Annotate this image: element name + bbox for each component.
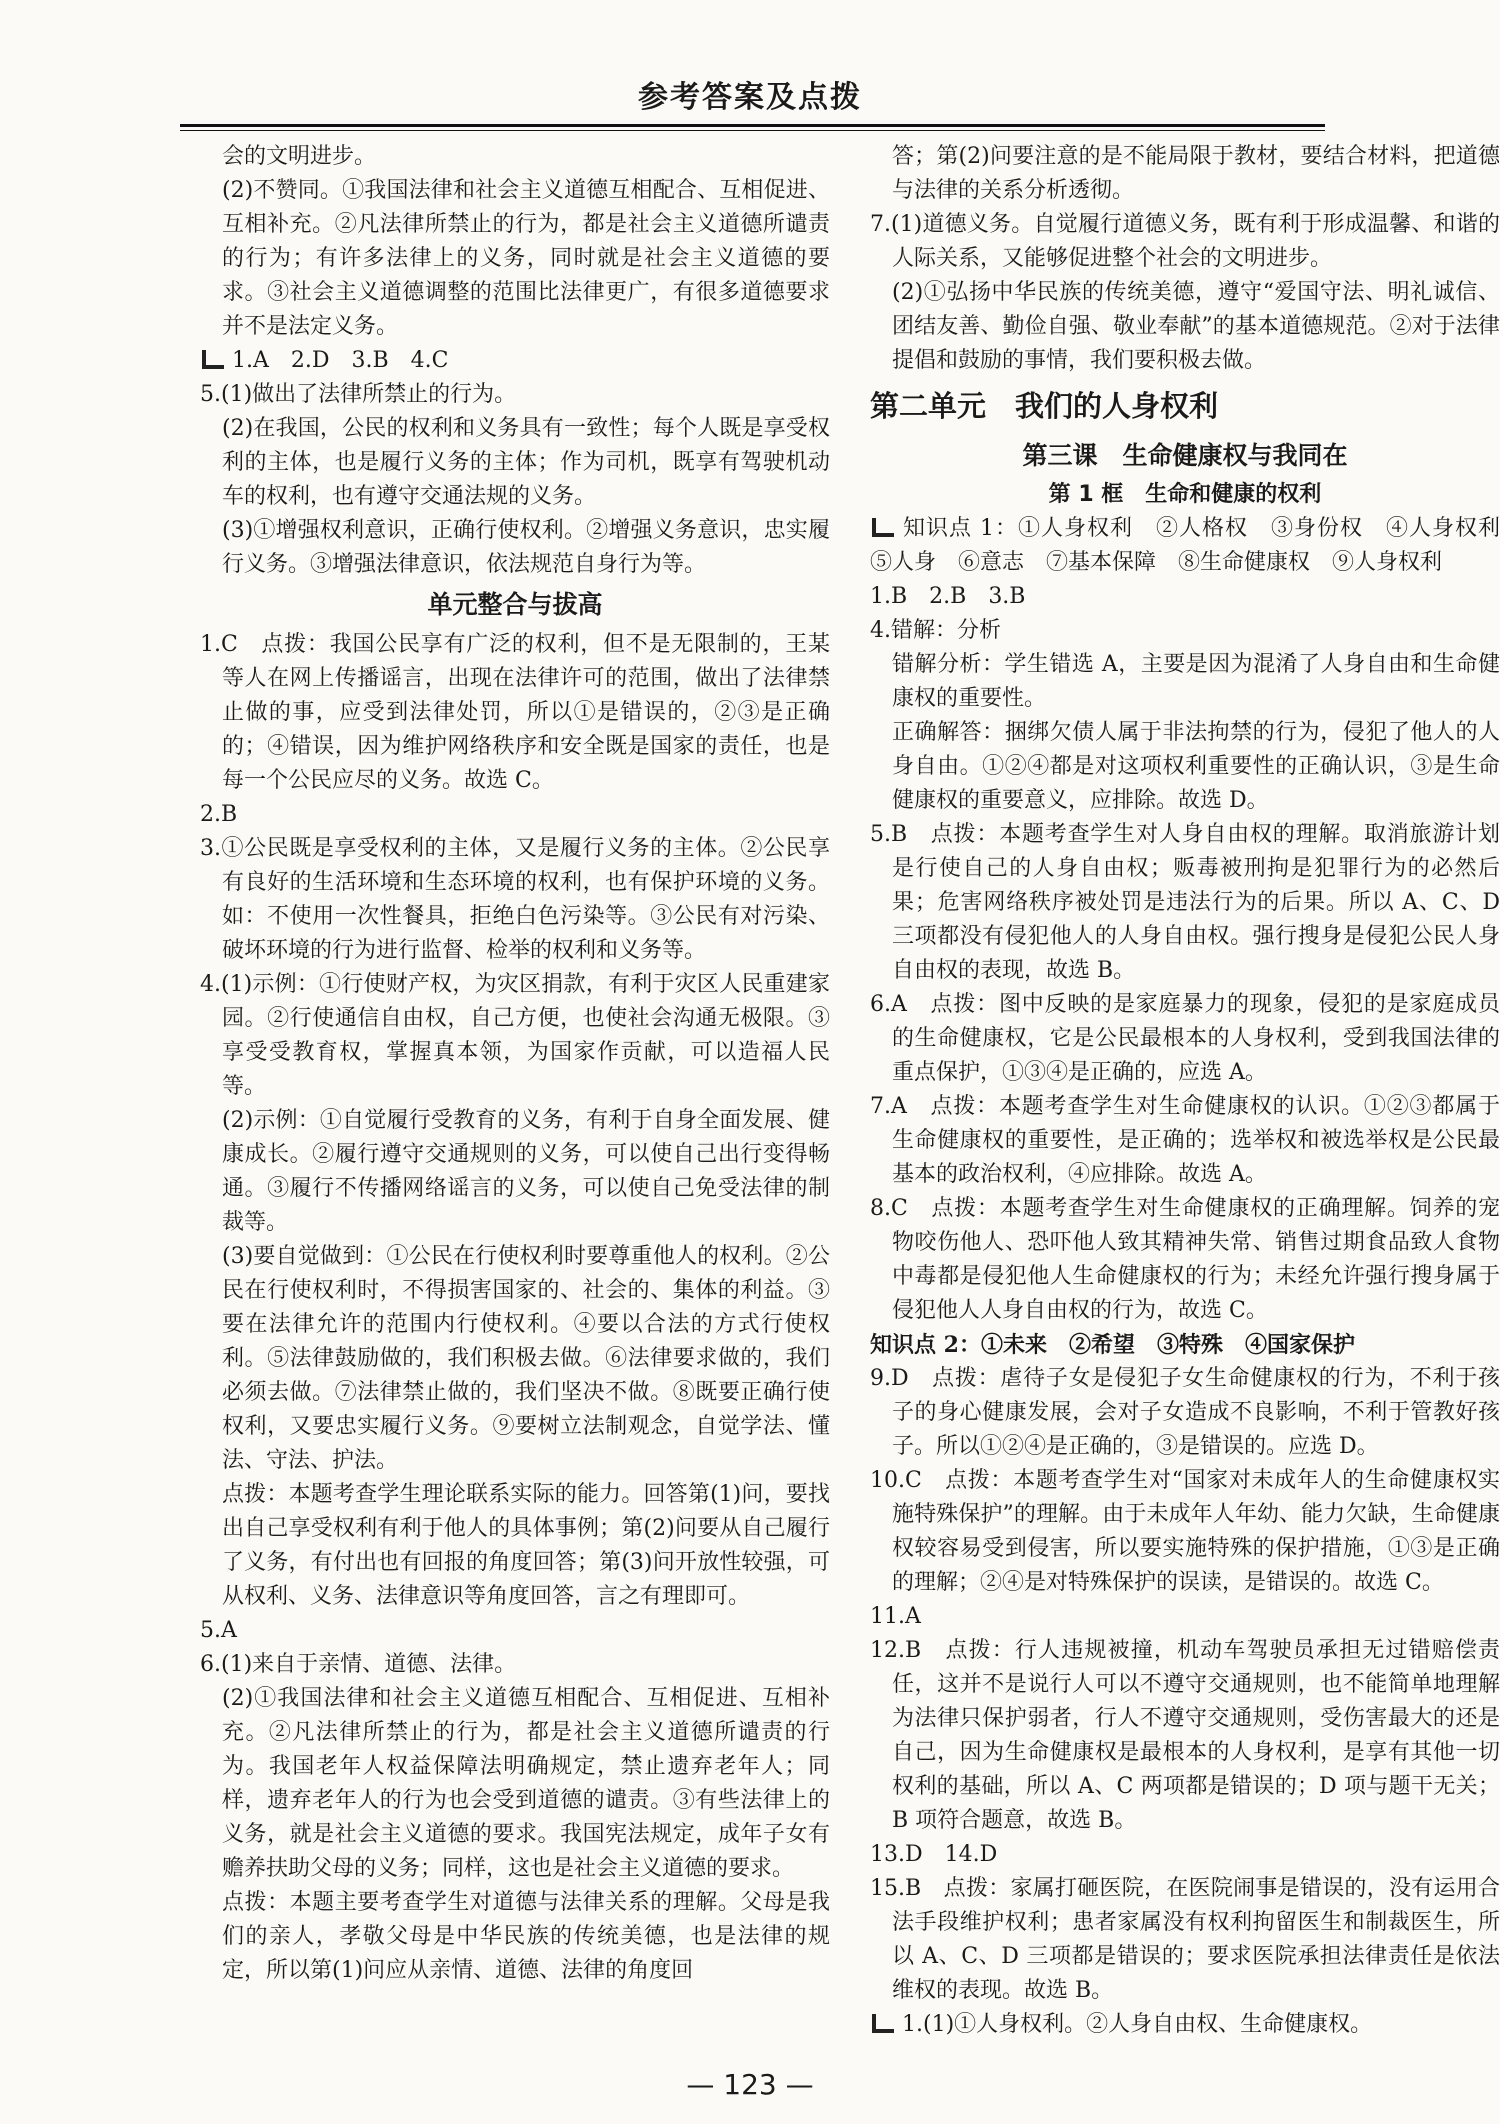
paragraph-text: 1.C 点拨：我国公民享有广泛的权利，但不是无限制的，王某等人在网上传播谣言，出现在法律许可的范围，做出了法律禁止做的事，应受到法律处罚，所以①是错误的，②③是正确的；④错误，因为维护网络秩序和安全既是国家的责任，也是每一个公民应尽的义务。故选 C。 xyxy=(200,632,830,793)
paragraph-text: 7.(1)道德义务。自觉履行道德义务，既有利于形成温馨、和谐的人际关系，又能够促进整个社会的文明进步。 xyxy=(870,212,1500,271)
page-header-title: 参考答案及点拨 xyxy=(638,80,862,115)
answer-paragraph xyxy=(870,988,1500,1090)
page-number: — 123 — xyxy=(686,2068,814,2101)
paragraph-text: 10.C 点拨：本题考查学生对“国家对未成年人的生命健康权实施特殊保护”的理解。由于未成年人年幼、能力欠缺，生命健康权较容易受到侵害，所以要实施特殊的保护措施，①③是正确的理解；②④是对特殊保护的误读，是错误的。故选 C。 xyxy=(870,1468,1500,1595)
paragraph-text: 第 1 框 生命和健康的权利 xyxy=(1048,482,1322,507)
answer-paragraph xyxy=(870,1838,1500,1872)
paragraph-text: 正确解答：捆绑欠债人属于非法拘禁的行为，侵犯了他人的人身自由。①②④都是对这项权利重要性的正确认识，③是生命健康权的重要意义，应排除。故选 D。 xyxy=(892,720,1500,813)
answer-paragraph xyxy=(870,716,1500,818)
answer-paragraph xyxy=(200,798,830,832)
answer-paragraph xyxy=(200,140,830,174)
answer-paragraph xyxy=(200,1478,830,1614)
answer-paragraph xyxy=(870,208,1500,276)
paragraph-text: 知识点 1：①人身权利 ②人格权 ③身份权 ④人身权利 ⑤人身 ⑥意志 ⑦基本保障 ⑧生命健康权 ⑨人身权利 xyxy=(870,516,1500,575)
answer-paragraph xyxy=(870,1328,1500,1362)
paragraph-text: 1.A 2.D 3.B 4.C xyxy=(232,348,449,373)
paragraph-text: 错解分析：学生错选 A，主要是因为混淆了人身自由和生命健康权的重要性。 xyxy=(892,652,1500,711)
answer-paragraph xyxy=(870,512,1500,580)
paragraph-text: 5.B 点拨：本题考查学生对人身自由权的理解。取消旅游计划是行使自己的人身自由权；贩毒被刑拘是犯罪行为的必然后果；危害网络秩序被处罚是违法行为的后果。所以 A、C、D 三项都没有侵犯他人的人身自由权。强行搜身是侵犯公民人身自由权的表现，故选 B。 xyxy=(870,822,1500,983)
exercise-marker-icon xyxy=(870,516,896,538)
left-column xyxy=(200,140,830,1988)
paragraph-text: 5.(1)做出了法律所禁止的行为。 xyxy=(200,382,517,407)
header-rule xyxy=(180,124,1325,127)
answer-paragraph xyxy=(200,378,830,412)
answer-paragraph xyxy=(200,1240,830,1478)
answer-paragraph xyxy=(870,276,1500,378)
answer-paragraph xyxy=(870,1600,1500,1634)
answer-paragraph xyxy=(870,140,1500,208)
answer-paragraph xyxy=(200,514,830,582)
paragraph-text: 会的文明进步。 xyxy=(222,144,377,169)
paragraph-text: 第二单元 我们的人身权利 xyxy=(870,389,1219,423)
paragraph-text: 8.C 点拨：本题考查学生对生命健康权的正确理解。饲养的宠物咬伤他人、恐吓他人致其精神失常、销售过期食品致人食物中毒都是侵犯他人生命健康权的行为；未经允许强行搜身属于侵犯他人人身自由权的行为，故选 C。 xyxy=(870,1196,1500,1323)
paragraph-text: 7.A 点拨：本题考查学生对生命健康权的认识。①②③都属于生命健康权的重要性，是正确的；选举权和被选举权是公民最基本的政治权利，④应排除。故选 A。 xyxy=(870,1094,1500,1187)
answer-paragraph xyxy=(200,1648,830,1682)
paragraph-text: 1.B 2.B 3.B xyxy=(870,584,1026,609)
paragraph-text: 2.B xyxy=(200,802,238,827)
paragraph-text: 点拨：本题主要考查学生对道德与法律关系的理解。父母是我们的亲人，孝敬父母是中华民族的传统美德，也是法律的规定，所以第(1)问应从亲情、道德、法律的角度回 xyxy=(222,1890,830,1983)
paragraph-text: 3.①公民既是享受权利的主体，又是履行义务的主体。②公民享有良好的生活环境和生态环境的权利，也有保护环境的义务。如：不使用一次性餐具，拒绝白色污染等。③公民有对污染、破坏环境的行为进行监督、检举的权利和义务等。 xyxy=(200,836,830,963)
answer-paragraph xyxy=(870,1362,1500,1464)
paragraph-text: 9.D 点拨：虐待子女是侵犯子女生命健康权的行为，不利于孩子的身心健康发展，会对子女造成不良影响，不利于管教好孩子。所以①②④是正确的，③是错误的。应选 D。 xyxy=(870,1366,1500,1459)
paragraph-text: 1.(1)①人身权利。②人身自由权、生命健康权。 xyxy=(902,2012,1373,2037)
answer-paragraph xyxy=(870,580,1500,614)
paragraph-text: (3)①增强权利意识，正确行使权利。②增强义务意识，忠实履行义务。③增强法律意识，依法规范自身行为等。 xyxy=(222,518,830,577)
answer-paragraph xyxy=(200,968,830,1104)
answer-paragraph xyxy=(870,614,1500,648)
exercise-marker-icon xyxy=(200,348,226,370)
paragraph-text: 第三课 生命健康权与我同在 xyxy=(1022,441,1348,470)
header-rule-thin xyxy=(180,130,1325,131)
paragraph-text: (2)在我国，公民的权利和义务具有一致性；每个人既是享受权利的主体，也是履行义务的主体；作为司机，既享有驾驶机动车的权利，也有遵守交通法规的义务。 xyxy=(222,416,830,509)
answer-paragraph xyxy=(200,412,830,514)
answer-paragraph xyxy=(200,344,830,378)
answer-paragraph xyxy=(200,1104,830,1240)
paragraph-text: (2)示例：①自觉履行受教育的义务，有利于自身全面发展、健康成长。②履行遵守交通规则的义务，可以使自己出行变得畅通。③履行不传播网络谣言的义务，可以使自己免受法律的制裁等。 xyxy=(222,1108,830,1235)
section-heading xyxy=(870,378,1500,434)
answer-paragraph xyxy=(200,832,830,968)
paragraph-text: 答；第(2)问要注意的是不能局限于教材，要结合材料，把道德与法律的关系分析透彻。 xyxy=(892,144,1500,203)
paragraph-text: (2)①我国法律和社会主义道德互相配合、互相促进、互相补充。②凡法律所禁止的行为，都是社会主义道德所谴责的行为。我国老年人权益保障法明确规定，禁止遗弃老年人；同样，遗弃老年人的行为也会受到道德的谴责。③有些法律上的义务，就是社会主义道德的要求。我国宪法规定，成年子女有赡养扶助父母的义务；同样，这也是社会主义道德的要求。 xyxy=(222,1686,830,1881)
paragraph-text: 12.B 点拨：行人违规被撞，机动车驾驶员承担无过错赔偿责任，这并不是说行人可以不遵守交通规则，也不能简单地理解为法律只保护弱者，行人不遵守交通规则，受伤害最大的还是自己，因为生命健康权是最根本的人身权利，是享有其他一切权利的基础，所以 A、C 两项都是错误的；D 项与题干无关；B 项符合题意，故选 B。 xyxy=(870,1638,1500,1833)
paragraph-text: 5.A xyxy=(200,1618,237,1643)
paragraph-text: 6.A 点拨：图中反映的是家庭暴力的现象，侵犯的是家庭成员的生命健康权，它是公民最根本的人身权利，受到我国法律的重点保护，①③④是正确的，应选 A。 xyxy=(870,992,1500,1085)
right-column xyxy=(870,140,1500,2042)
paragraph-text: 点拨：本题考查学生理论联系实际的能力。回答第(1)问，要找出自己享受权利有利于他人的具体事例；第(2)问要从自己履行了义务，有付出也有回报的角度回答；第(3)问开放性较强，可从权利、义务、法律意识等角度回答，言之有理即可。 xyxy=(222,1482,830,1609)
answer-paragraph xyxy=(870,1192,1500,1328)
section-heading xyxy=(200,582,830,628)
answer-paragraph xyxy=(870,1872,1500,2008)
paragraph-text: (3)要自觉做到：①公民在行使权利时要尊重他人的权利。②公民在行使权利时，不得损害国家的、社会的、集体的利益。③要在法律允许的范围内行使权利。④要以合法的方式行使权利。⑤法律鼓励做的，我们积极去做。⑥法律要求做的，我们必须去做。⑦法律禁止做的，我们坚决不做。⑧既要正确行使权利，又要忠实履行义务。⑨要树立法制观念，自觉学法、懂法、守法、护法。 xyxy=(222,1244,830,1473)
answer-paragraph xyxy=(870,1634,1500,1838)
paragraph-text: 单元整合与拔高 xyxy=(427,590,603,619)
answer-paragraph xyxy=(870,818,1500,988)
section-heading xyxy=(870,434,1500,478)
exercise-marker-icon xyxy=(870,2012,896,2034)
paragraph-text: 4.(1)示例：①行使财产权，为灾区捐款，有利于灾区人民重建家园。②行使通信自由权，自己方便，也使社会沟通无极限。③享受受教育权，掌握真本领，为国家作贡献，可以造福人民等。 xyxy=(200,972,830,1099)
answer-paragraph xyxy=(200,1682,830,1886)
answer-paragraph xyxy=(870,648,1500,716)
answer-paragraph xyxy=(870,1464,1500,1600)
answer-paragraph xyxy=(870,1090,1500,1192)
section-heading xyxy=(870,478,1500,512)
answer-paragraph xyxy=(870,2008,1500,2042)
paragraph-text: (2)①弘扬中华民族的传统美德，遵守“爱国守法、明礼诚信、团结友善、勤俭自强、敬业奉献”的基本道德规范。②对于法律提倡和鼓励的事情，我们要积极去做。 xyxy=(892,280,1500,373)
paragraph-text: 知识点 2：①未来 ②希望 ③特殊 ④国家保护 xyxy=(870,1332,1355,1358)
paragraph-text: (2)不赞同。①我国法律和社会主义道德互相配合、互相促进、互相补充。②凡法律所禁止的行为，都是社会主义道德所谴责的行为；有许多法律上的义务，同时就是社会主义道德的要求。③社会主义道德调整的范围比法律更广，有很多道德要求并不是法定义务。 xyxy=(222,178,830,339)
answer-paragraph xyxy=(200,1886,830,1988)
paragraph-text: 13.D 14.D xyxy=(870,1842,998,1867)
paragraph-text: 4.错解：分析 xyxy=(870,618,1001,643)
paragraph-text: 6.(1)来自于亲情、道德、法律。 xyxy=(200,1652,517,1677)
answer-paragraph xyxy=(200,174,830,344)
answer-paragraph xyxy=(200,628,830,798)
paragraph-text: 15.B 点拨：家属打砸医院，在医院闹事是错误的，没有运用合法手段维护权利；患者家属没有权利拘留医生和制裁医生，所以 A、C、D 三项都是错误的；要求医院承担法律责任是依法维权的表现。故选 B。 xyxy=(870,1876,1500,2003)
answer-paragraph xyxy=(200,1614,830,1648)
paragraph-text: 11.A xyxy=(870,1604,921,1629)
